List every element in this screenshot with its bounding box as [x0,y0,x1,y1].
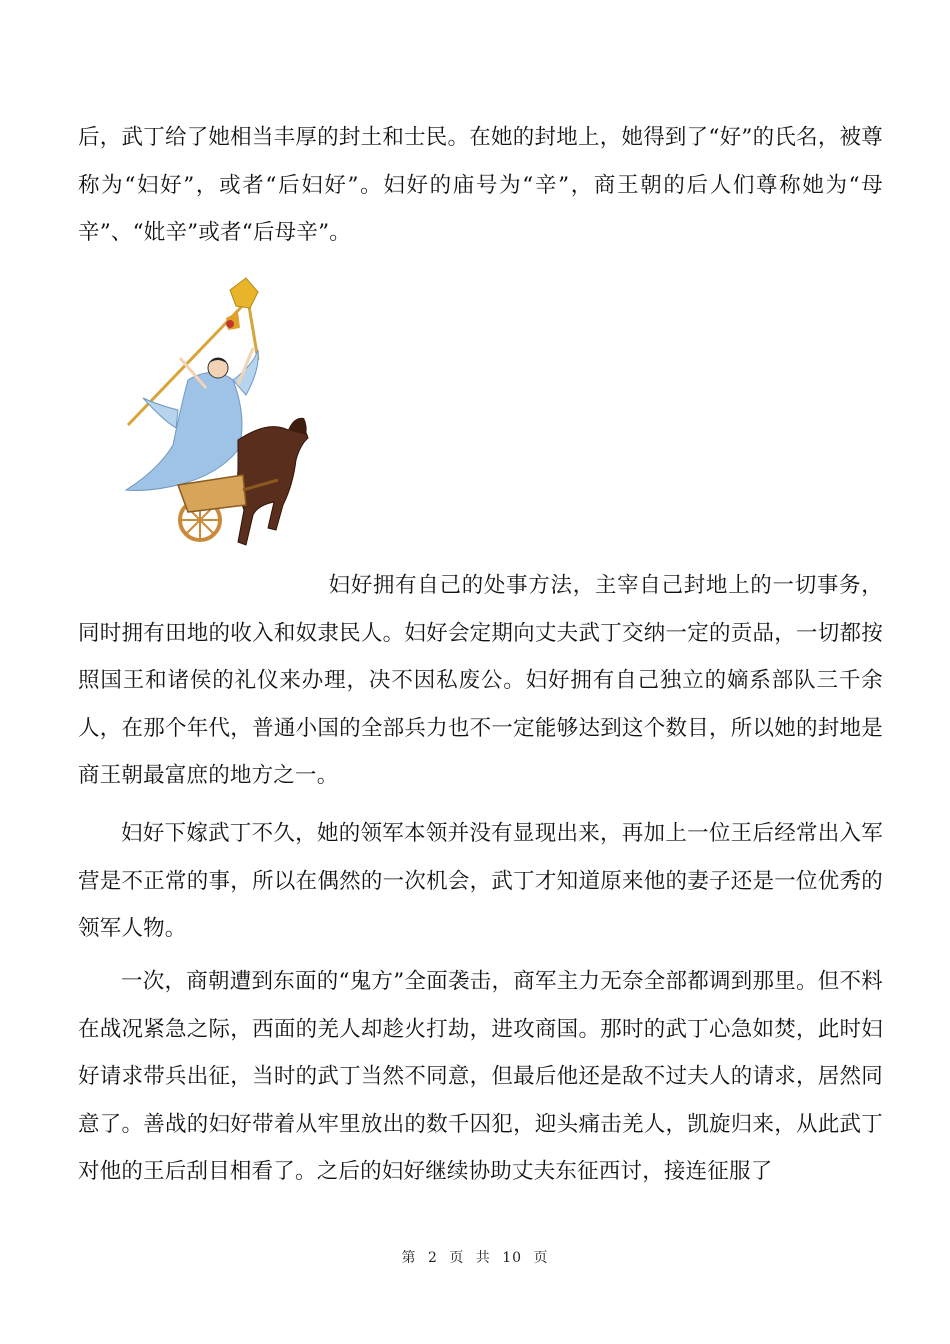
page-footer [0,1247,950,1267]
horse [238,426,308,545]
paragraph-2-text: 妇好拥有自己的处事方法，主宰自己封地上的一切事务，同时拥有田地的收入和奴隶民人。妇好会定期向丈夫武丁交纳一定的贡品，一切都按照国王和诸侯的礼仪来办理，决不因私废公。妇好拥有自己独立的嫡系部队三千余人，在那个年代，普通小国的全部兵力也不一定能够达到这个数目，所以她的封地是商王朝最富庶的地方之一。 [78,573,883,788]
warrior-chariot-illustration [118,270,318,565]
paragraph-1: 后，武丁给了她相当丰厚的封土和士民。在她的封地上，她得到了“好”的氏名，被尊称为“妇好”，或者“后妇好”。妇好的庙号为“辛”，商王朝的后人们尊称她为“母辛”、“妣辛”或者“后母辛”。 [78,125,883,245]
footer-page-word: 页 [449,1250,465,1266]
footer-current-page: 2 [427,1250,438,1266]
footer-total-pages: 10 [502,1250,523,1266]
footer-total-word: 共 [475,1250,491,1266]
paragraph-3: 妇好下嫁武丁不久，她的领军本领并没有显现出来，再加上一位王后经常出入军营是不正常的事，所以在偶然的一次机会，武丁才知道原来他的妻子还是一位优秀的领军人物。 [78,821,883,941]
paragraph-2 [78,562,883,800]
banner [230,278,258,308]
robe [126,373,242,491]
paragraph-4: 一次，商朝遭到东面的“鬼方”全面袭击，商军主力无奈全部都调到那里。但不料在战况紧急之际，西面的羌人却趁火打劫，进攻商国。那时的武丁心急如焚，此时妇好请求带兵出征，当时的武丁当然不同意，但最后他还是敌不过夫人的请求，居然同意了。善战的妇好带着从牢里放出的数千囚犯，迎头痛击羌人，凯旋归来，从此武丁对他的王后刮目相看了。之后的妇好继续协助丈夫东征西讨，接连征服了 [78,969,883,1184]
footer-suffix: 页 [533,1250,549,1266]
footer-prefix: 第 [401,1250,417,1266]
